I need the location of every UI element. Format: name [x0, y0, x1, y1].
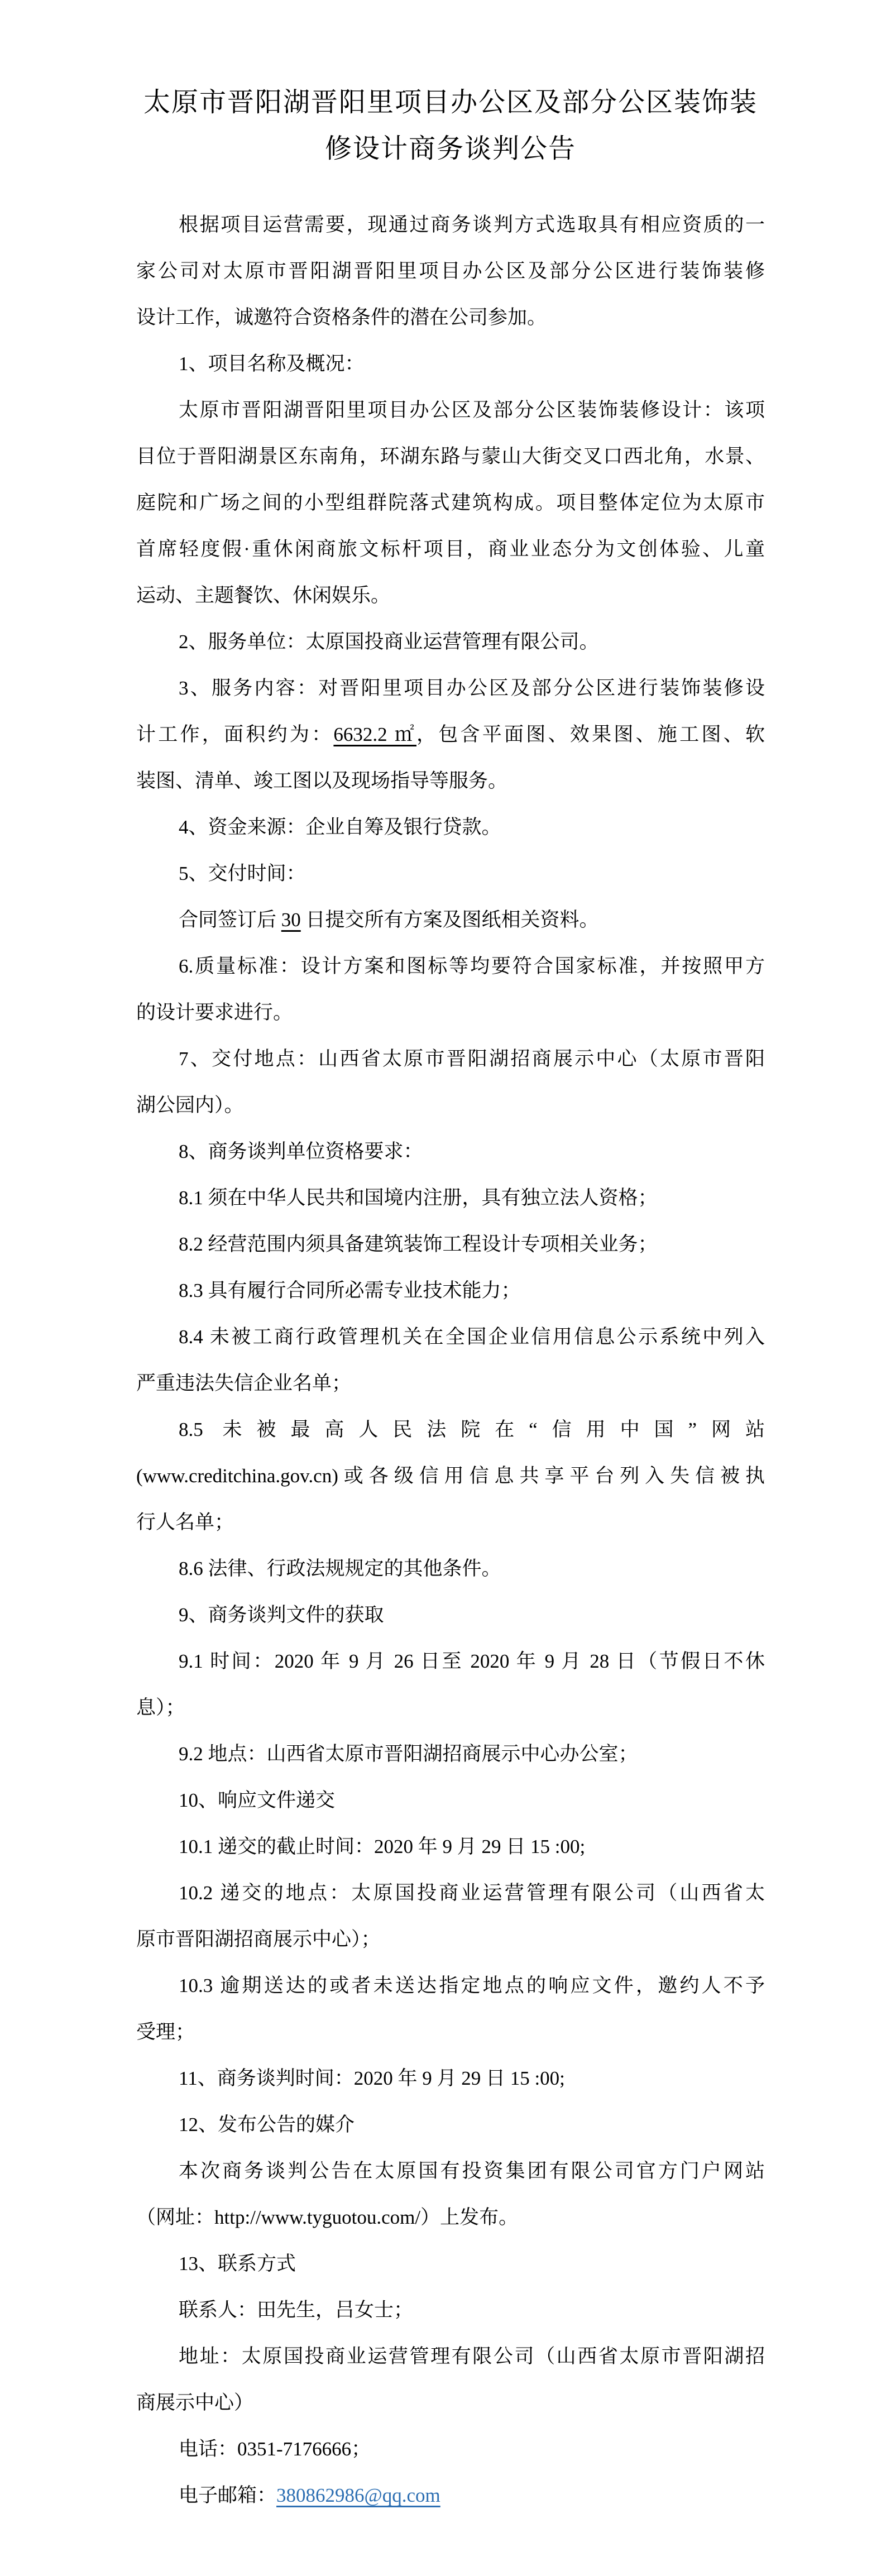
- document-line: [136, 2426, 765, 2472]
- text-run: (www.creditchina.gov.cn)或各级信用信息共享平台列入失信被执: [136, 1465, 765, 1487]
- text-run: 8.1 须在中华人民共和国境内注册，具有独立法人资格；: [179, 1187, 658, 1209]
- text-run: 9.1 时间：2020 年 9 月 26 日至 2020 年 9 月 28 日（节假日不休: [179, 1650, 765, 1672]
- text-run: 电话：0351-7176666；: [179, 2438, 371, 2460]
- document-line: [136, 1916, 765, 1962]
- text-run: 7、交付地点：山西省太原市晋阳湖招商展示中心（太原市晋阳: [179, 1048, 765, 1070]
- text-run: 联系人：田先生，吕女士；: [179, 2299, 414, 2321]
- text-run: 目位于晋阳湖景区东南角，环湖东路与蒙山大街交叉口西北角，水景、: [136, 446, 765, 467]
- text-run: 5、交付时间：: [179, 863, 306, 884]
- document-line: [136, 2379, 765, 2426]
- document-line: [136, 1314, 765, 1360]
- text-run: 12、发布公告的媒介: [179, 2114, 355, 2136]
- text-run: 3、服务内容：对晋阳里项目办公区及部分公区进行装饰装修设: [179, 677, 765, 699]
- text-run: 10.3 逾期送达的或者未送达指定地点的响应文件，邀约人不予: [179, 1975, 765, 1996]
- text-run: 8.6 法律、行政法规规定的其他条件。: [179, 1558, 501, 1579]
- text-run: 湖公园内）。: [136, 1094, 244, 1116]
- document-line: [136, 1777, 765, 1823]
- text-run: 8.2 经营范围内须具备建筑装饰工程设计专项相关业务；: [179, 1233, 658, 1255]
- document-line: [136, 2148, 765, 2194]
- text-run: 合同签订后: [179, 909, 281, 931]
- document-line: [136, 1731, 765, 1777]
- text-run: 本次商务谈判公告在太原国有投资集团有限公司官方门户网站: [179, 2160, 765, 2182]
- document-line: [136, 341, 765, 387]
- text-run: 10.1 递交的截止时间：2020 年 9 月 29 日 15 :00;: [179, 1836, 586, 1857]
- document-title-line-1: 太原市晋阳湖晋阳里项目办公区及部分公区装饰装: [143, 88, 758, 117]
- document-line: [136, 526, 765, 572]
- document-line: [136, 480, 765, 526]
- document-line: [136, 387, 765, 433]
- document-line: [136, 1082, 765, 1128]
- text-run: 13、联系方式: [179, 2253, 296, 2275]
- document-line: [136, 989, 765, 1036]
- document-line: [136, 1962, 765, 2009]
- text-run: 10、响应文件递交: [179, 1789, 336, 1811]
- document-line: [136, 2101, 765, 2148]
- text-run: 11、商务谈判时间：2020 年 9 月 29 日 15 :00;: [179, 2067, 565, 2089]
- text-run: 2、服务单位：太原国投商业运营管理有限公司。: [179, 631, 599, 653]
- text-run: 息）；: [136, 1697, 185, 1718]
- text-run: 首席轻度假·重休闲商旅文标杆项目，商业业态分为文创体验、儿童: [136, 538, 765, 560]
- document-line: [136, 1128, 765, 1175]
- underlined-value: 30: [281, 909, 301, 931]
- document-title: [136, 79, 765, 172]
- document-line: [136, 1267, 765, 1314]
- text-run: 日提交所有方案及图纸相关资料。: [300, 909, 599, 931]
- document-line: [136, 665, 765, 711]
- document-line: [136, 2472, 765, 2518]
- text-run: 8.3 具有履行合同所必需专业技术能力；: [179, 1280, 521, 1301]
- document-body: [136, 202, 765, 2518]
- document-line: [136, 1406, 765, 1453]
- text-run: 原市晋阳湖招商展示中心）；: [136, 1928, 381, 1950]
- document-line: [136, 202, 765, 248]
- text-run: 运动、主题餐饮、休闲娱乐。: [136, 585, 391, 606]
- text-run: 10.2 递交的地点：太原国投商业运营管理有限公司（山西省太: [179, 1882, 765, 1904]
- document-line: [136, 1684, 765, 1731]
- text-run: 商展示中心）: [136, 2392, 254, 2414]
- document-line: [136, 850, 765, 897]
- document-line: [136, 2240, 765, 2287]
- document-line: [136, 2287, 765, 2333]
- document-line: [136, 2009, 765, 2055]
- text-run: 6.质量标准：设计方案和图标等均要符合国家标准，并按照甲方: [179, 955, 765, 977]
- text-run: 家公司对太原市晋阳湖晋阳里项目办公区及部分公区进行装饰装修: [136, 260, 765, 282]
- document-line: [136, 294, 765, 341]
- text-run: 9、商务谈判文件的获取: [179, 1604, 384, 1626]
- text-run: 8、商务谈判单位资格要求：: [179, 1141, 423, 1162]
- document-line: [136, 248, 765, 294]
- text-run: 的设计要求进行。: [136, 1002, 293, 1023]
- text-run: （网址：http://www.tyguotou.com/）上发布。: [136, 2206, 519, 2228]
- document-line: [136, 758, 765, 804]
- text-run: 9.2 地点：山西省太原市晋阳湖招商展示中心办公室；: [179, 1743, 638, 1765]
- document-line: [136, 2333, 765, 2379]
- document-line: [136, 1360, 765, 1406]
- text-run: 根据项目运营需要，现通过商务谈判方式选取具有相应资质的一: [179, 214, 765, 236]
- document-line: [136, 572, 765, 619]
- document-line: [136, 943, 765, 989]
- text-run: 行人名单；: [136, 1511, 234, 1533]
- text-run: 电子邮箱：: [179, 2484, 277, 2506]
- document-line: [136, 1221, 765, 1267]
- document-line: [136, 433, 765, 480]
- text-run: 庭院和广场之间的小型组群院落式建筑构成。项目整体定位为太原市: [136, 492, 765, 514]
- underlined-value: 6632.2 ㎡: [333, 724, 416, 745]
- text-run: 严重违法失信企业名单；: [136, 1372, 352, 1394]
- text-run: 8.4 未被工商行政管理机关在全国企业信用信息公示系统中列入: [179, 1326, 765, 1348]
- document-line: [136, 1823, 765, 1870]
- text-run: 4、资金来源：企业自筹及银行贷款。: [179, 816, 501, 838]
- text-run: 装图、清单、竣工图以及现场指导等服务。: [136, 770, 508, 792]
- text-run: 设计工作，诚邀符合资格条件的潜在公司参加。: [136, 307, 547, 328]
- email-link[interactable]: 380862986@qq.com: [276, 2484, 440, 2506]
- document-line: [136, 804, 765, 850]
- document-line: [136, 2055, 765, 2101]
- text-run: 太原市晋阳湖晋阳里项目办公区及部分公区装饰装修设计：该项: [179, 399, 765, 421]
- text-run: 1、项目名称及概况：: [179, 353, 365, 375]
- document-line: [136, 897, 765, 943]
- document-line: [136, 1175, 765, 1221]
- document-line: [136, 2194, 765, 2240]
- document-line: [136, 1870, 765, 1916]
- document-line: [136, 1545, 765, 1592]
- document-title-line-2: 修设计商务谈判公告: [324, 134, 576, 164]
- text-run: 受理；: [136, 2021, 195, 2043]
- document-line: [136, 1499, 765, 1545]
- document-line: [136, 1638, 765, 1684]
- text-run: 8.5 未被最高人民法院在“信用中国”网站: [179, 1419, 765, 1440]
- text-run: ，包含平面图、效果图、施工图、软: [416, 724, 765, 745]
- document-line: [136, 1036, 765, 1082]
- document-line: [136, 711, 765, 758]
- text-run: 计工作，面积约为：: [136, 724, 334, 745]
- document-line: [136, 1453, 765, 1499]
- document-line: [136, 1592, 765, 1638]
- document-line: [136, 619, 765, 665]
- text-run: 地址：太原国投商业运营管理有限公司（山西省太原市晋阳湖招: [179, 2345, 765, 2367]
